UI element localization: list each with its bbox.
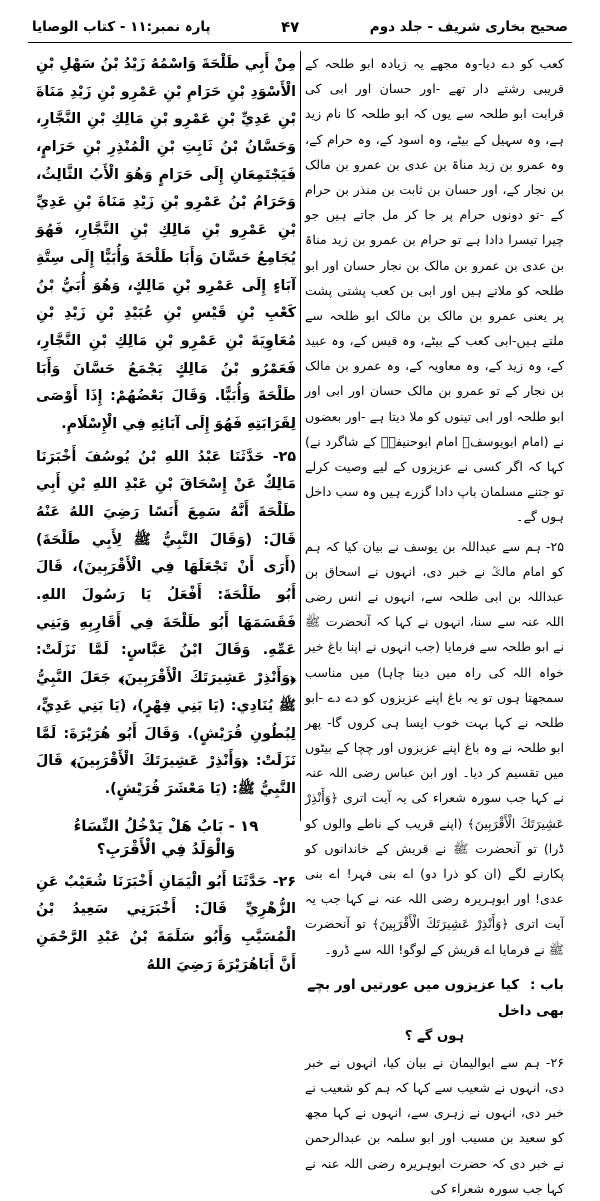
urdu-paragraph: ۲۶- ہم سے ابوالیمان نے بیان کیا، انہوں نے خبر دی، انہوں نے شعیب سے کہا کہ ہم کو شعیب نے خبر دی، انہوں نے زہری سے، انہوں نے کہا مجھ کو سعید بن مسیب اور ابو سلمہ بن عبدالرحمن نے خبر دی کہ حضرت ابوہریرہ رضی اللہ عنہ نے کہا جب سورہ شعراء کی	[305, 1054, 564, 1196]
arabic-column	[26, 51, 300, 973]
arabic-paragraph: مِنْ أَبِي طَلْحَةَ وَاسْمُهُ زَيْدُ بْنُ سَهْلِ بْنِ الْأَسْوَدِ بْنِ حَرَامِ بْنِ عَمْرِو بْنِ زَيْدِ مَنَاةَ بْنِ عَدِيِّ بْنِ عَمْرِو بْنِ مَالِكِ بْنِ النَّجَّارِ، وَحَسَّانُ بْنُ ثَابِتِ بْنِ الْمُنْذِرِ بْنِ حَرَامٍ، فَيَجْتَمِعَانِ إِلَى حَرَامٍ وَهُوَ الْأَبُ الثَّالِثُ، وَحَرَامُ بْنُ عَمْرِو بْنِ زَيْدِ مَنَاةَ بْنِ عَدِيِّ بْنِ عَمْرِو بْنِ مَالِكِ بْنِ النَّجَّارِ، فَهُوَ يُجَامِعُ حَسَّانَ وَأَبَا طَلْحَةَ وَأُبَيًّا إِلَى سِتَّةِ آبَاءٍ إِلَى عَمْرِو بْنِ مَالِكٍ، وَهُوَ أُبَيُّ بْنُ كَعْبِ بْنِ قَيْسِ بْنِ عُبَيْدِ بْنِ زَيْدِ بْنِ مُعَاوِيَةَ بْنِ عَمْرِو بْنِ مَالِكِ بْنِ النَّجَّارِ، فَعَمْرُو بْنُ مَالِكٍ يَجْمَعُ حَسَّانَ وَأَبَا طَلْحَةَ وَأُبَيًّا. وَقَالَ بَعْضُهُمْ: إِذَا أَوْصَى لِقَرَابَتِهِ فَهُوَ إِلَى آبَائِهِ فِي الْإِسْلَامِ.	[36, 56, 296, 432]
urdu-paragraph: ۲۵- ہم سے عبداللہ بن یوسف نے بیان کیا کہ ہم کو امام مالکؒ نے خبر دی، انہوں نے اسحاق بن عبداللہ بن ابی طلحہ سے، انہوں نے انس رضی اللہ عنہ سے سنا، انہوں نے کہا کہ آنحضرت ﷺ نے ابو طلحہ سے فرمایا (جب انہوں نے اپنا باغ خیر خواہ اللہ کی راہ میں دینا چاہا) میں مناسب سمجھتا ہوں تو یہ باغ اپنے عزیزوں کو دے دے -ابو طلحہ نے کہا بہت خوب ایسا ہی کروں گا- پھر ابو طلحہ نے وہ باغ اپنے عزیزوں اور چچا کے بیٹوں میں تقسیم کر دیا۔ اور ابن عباس رضی اللہ عنہ نے کہا جب سورہ شعراء کی یہ آیت اتری ﴿وَأَنْذِرْ عَشِيرَتَكَ الْأَقْرَبِينَ﴾ (اپنے قریب کے ناطے والوں کو ڈرا) تو آنحضرت ﷺ نے قریش کے خاندانوں کو پکارنے لگے (ان کو ذرا دو) اے بنی فہر! اے بنی عدی! اور ابوہریرہ رضی اللہ عنہ نے کہا جب یہ آیت اتری ﴿وَأَنْذِرْ عَشِيرَتَكَ الْأَقْرَبِينَ﴾ تو آنحضرت ﷺ نے فرمایا اے قریش کے لوگو! اللہ سے ڈرو۔	[305, 538, 564, 957]
arabic-paragraph: ۲۶- حَدَّثَنَا أَبُو الْيَمَانِ أَخْبَرَنَا شُعَيْبٌ عَنِ الزُّهْرِيِّ قَالَ: أَخْبَرَنِي سَعِيدُ بْنُ الْمُسَيَّبِ وَأَبُو سَلَمَةَ بْنُ عَبْدِ الرَّحْمَنِ أَنَّ أَبَاهُرَيْرَةَ رَضِيَ اللهُ	[36, 873, 296, 973]
arabic-paragraph: ۲۵- حَدَّثَنَا عَبْدُ اللهِ بْنُ يُوسُفَ أَخْبَرَنَا مَالِكٌ عَنْ إِسْحَاقَ بْنِ عَبْدِ اللهِ بْنِ أَبِي طَلْحَةَ أَنَّهُ سَمِعَ أَنَسًا رَضِيَ اللهُ عَنْهُ قَالَ: (وَقَالَ النَّبِيُّ ﷺ لِأَبِي طَلْحَةَ) (أَرَى أَنْ تَجْعَلَهَا فِي الْأَقْرَبِينَ)، قَالَ أَبُو طَلْحَةَ: أَفْعَلُ يَا رَسُولَ اللهِ. فَقَسَمَهَا أَبُو طَلْحَةَ فِي أَقَارِبِهِ وَبَنِي عَمِّهِ. وَقَالَ ابْنُ عَبَّاسٍ: لَمَّا نَزَلَتْ: ﴿وَأَنْذِرْ عَشِيرَتَكَ الْأَقْرَبِينَ﴾ جَعَلَ النَّبِيُّ ﷺ يُنَادِي: (يَا بَنِي فِهْرٍ)، (يَا بَنِي عَدِيٍّ، لِبُطُونِ قُرَيْشٍ). وَقَالَ أَبُو هُرَيْرَةَ: لَمَّا نَزَلَتْ: ﴿وَأَنْذِرْ عَشِيرَتَكَ الْأَقْرَبِينَ﴾ قَالَ النَّبِيُّ ﷺ: (يَا مَعْشَرَ قُرَيْشٍ).	[36, 448, 296, 797]
arabic-bab-heading-line2: وَالْوَلَدُ فِي الْأَقْرَبِ؟	[96, 839, 236, 858]
urdu-bab-heading	[305, 972, 564, 1025]
urdu-bab-title-line1: کیا عزیزوں میں عورتیں اور بچے بھی داخل	[307, 976, 564, 1020]
urdu-column	[300, 51, 574, 1196]
page-body	[26, 51, 574, 1196]
header-divider	[28, 42, 572, 43]
header-left-text: صحیح بخاری شریف - جلد دوم	[369, 19, 568, 35]
header-right-text: پارہ نمبر:۱۱ - کتاب الوصایا	[32, 19, 211, 35]
urdu-bab-title-line2: ہوں گے ؟	[404, 1028, 465, 1044]
urdu-bab-label: باب :	[529, 976, 564, 993]
page-number: ۴۷	[281, 18, 300, 36]
page-header	[26, 18, 574, 40]
arabic-bab-heading-line1: ۱۹ - بَابُ هَلْ يَدْخُلُ النِّسَاءُ	[73, 816, 259, 835]
urdu-paragraph: کعب کو دے دیا-وہ مجھے یہ زیادہ ابو طلحہ کے قریبی رشتے دار تھے -اور حسان اور ابی کی قرابت ابو طلحہ سے یوں کہ ابو طلحہ کا نام زید ہے، وہ سہیل کے بیٹے، وہ اسود کے، وہ حرام کے، وہ عمرو بن زید مناۃ بن عدی بن عمرو بن مالک بن نجار کے، اور حسان بن ثابت بن منذر بن حرام کے -تو دونوں حرام پر جا کر مل جاتے ہیں جو چیرا تیسرا دادا ہے تو حرام بن عمرو بن زید مناۃ بن عدی بن عمرو بن مالک بن نجار حسان اور ابو طلحہ کو ملاتے ہیں اور ابی بن کعب پشتی پشت پر یعنی عمرو بن مالک بن مالک ابو طلحہ سے ملتے ہیں-ابی کعب کے بیٹے، وہ قیس کے، وہ عبید کے، وہ زید کے، وہ معاویہ کے، وہ عمرو بن مالک بن نجار کے تو عمرو بن مالک حسان اور ابی اور ابو طلحہ اور ابی تینوں کو ملا دیتا ہے -اور بعضوں نے (امام ابویوسفؒ امام ابوحنیفہؒ کے شاگرد نے) کہا کہ اگر کسی نے عزیزوں کے لیے وصیت کرلے تو جتنے مسلمان باپ دادا گزرے ہیں وہ سب داخل ہوں گے۔	[305, 56, 564, 525]
